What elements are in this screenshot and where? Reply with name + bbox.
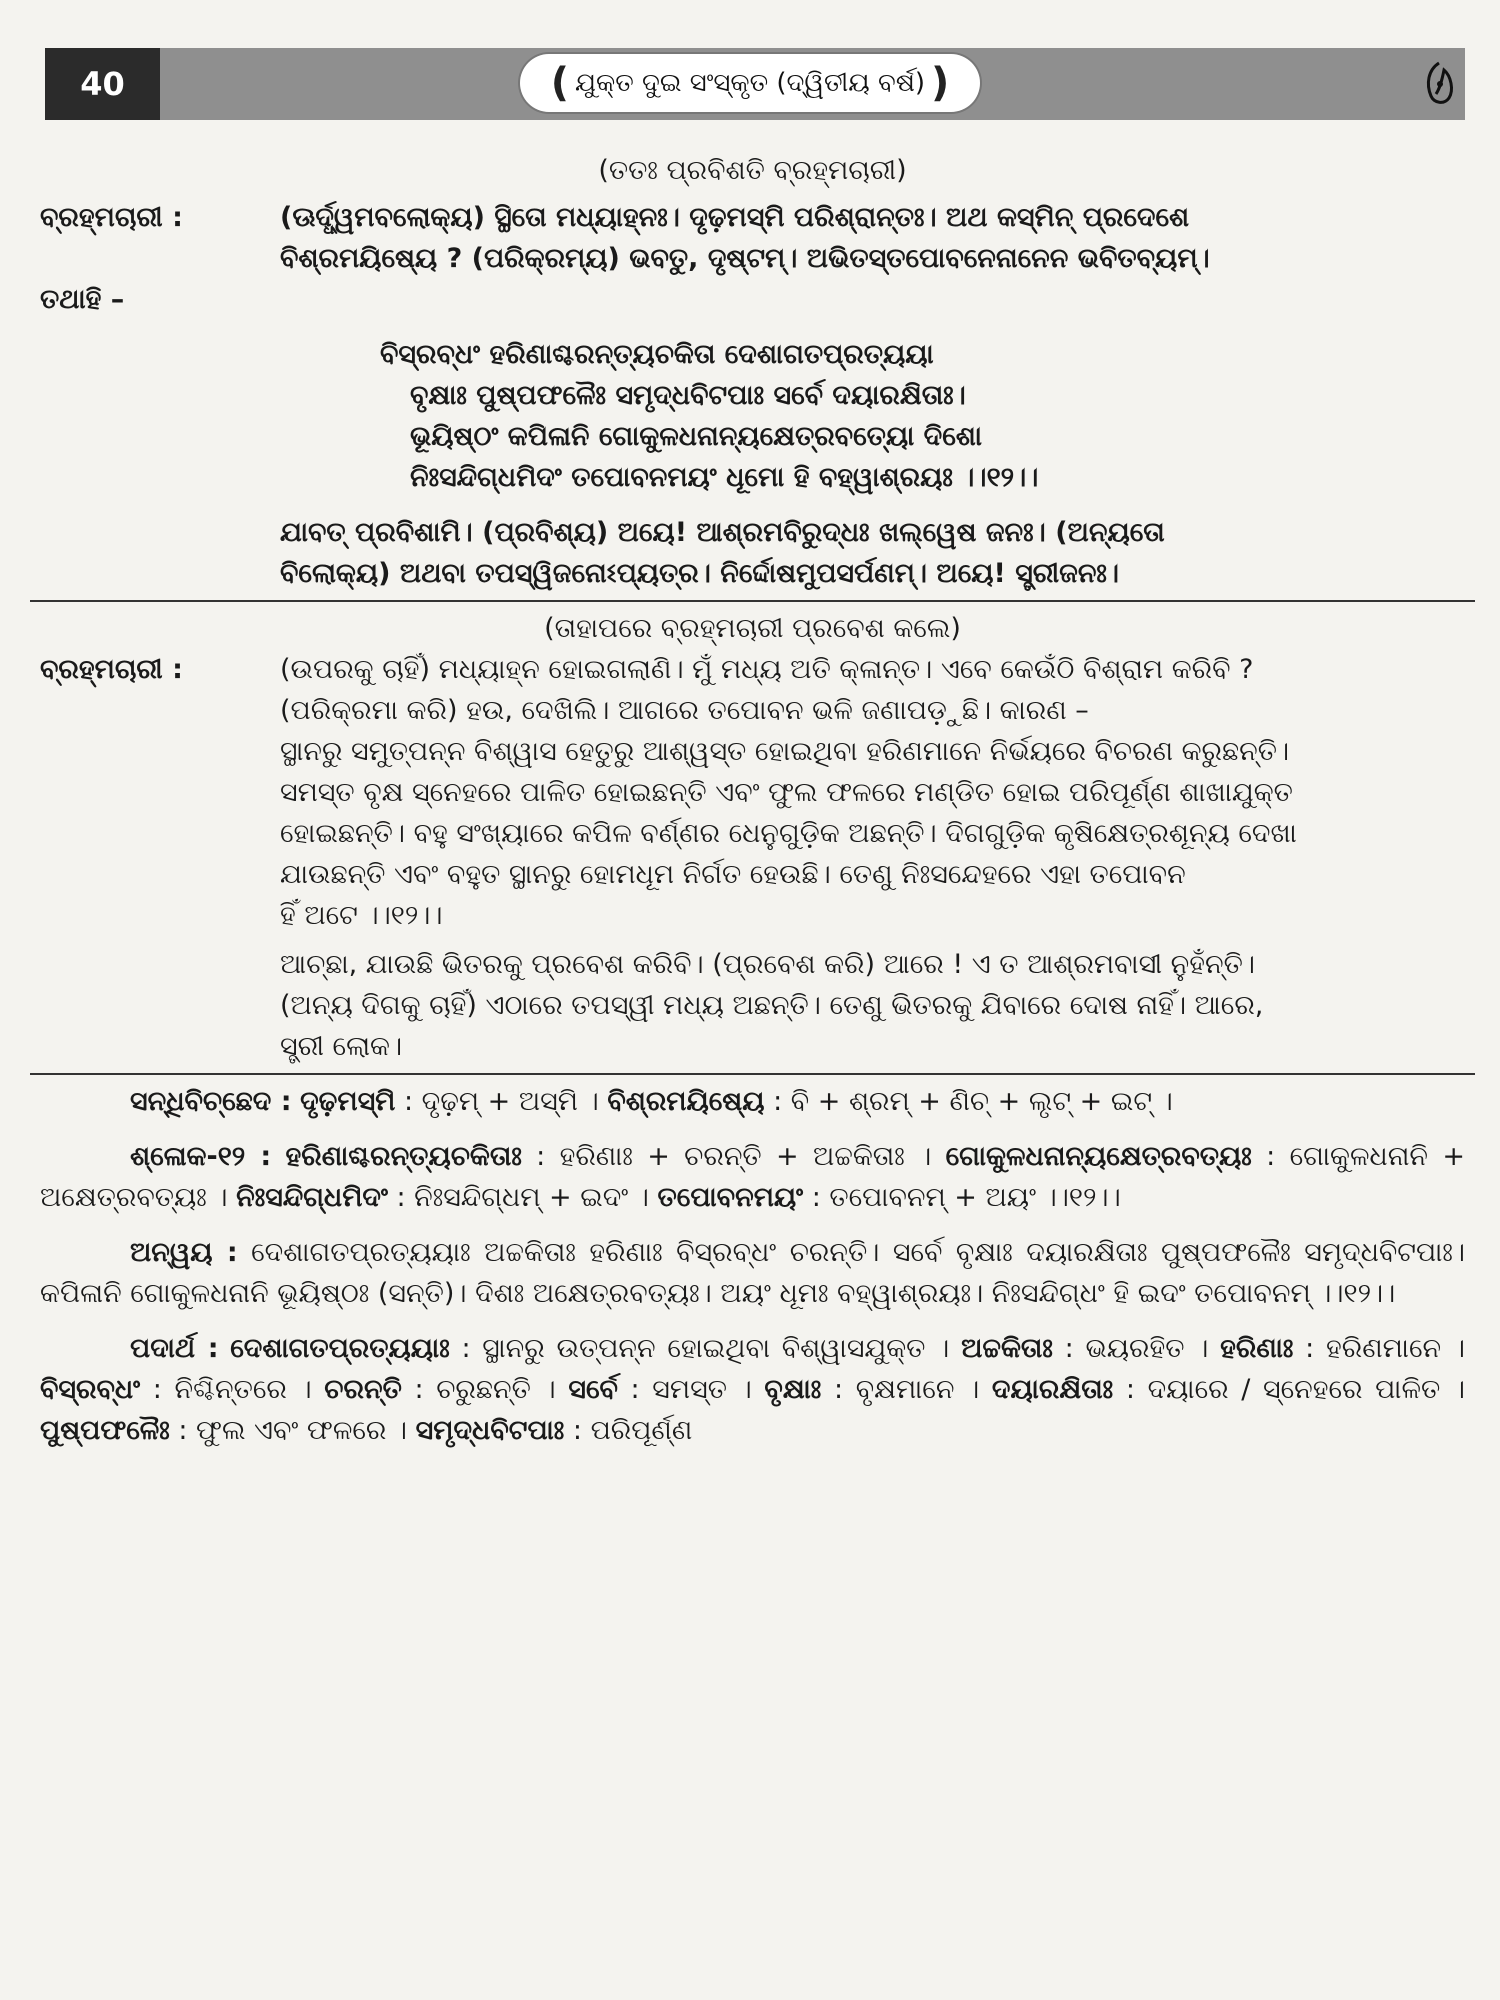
anvaya-text: ଦେଶାଗତପ୍ରତ୍ୟୟାଃ ଅଚ୍ଚକିତାଃ ହରିଣାଃ ବିସ୍ରବ୍ଧଂ ଚରନ୍ତି। ସର୍ବେ ବୃକ୍ଷାଃ ଦୟାରକ୍ଷିତାଃ ପୁଷ୍ପଫଳୈଃ ସମୃଦ୍ଧବିଟପାଃ। କପିଳାନି ଗୋକୁଳଧନାନି ଭୂୟିଷ୍ଠଃ (ସନ୍ତି)। ଦିଶଃ ଅକ୍ଷେତ୍ରବତ୍ୟଃ। ଅୟଂ ଧୂମଃ ବହ୍ୱାଶ୍ରୟଃ। ନିଃସନ୍ଦିଗ୍ଧଂ ହି ଇଦଂ ତପୋବନମ୍ ।।୧୨।। (40, 1237, 1466, 1309)
sanskrit-line: (ଊର୍ଦ୍ଧ୍ୱମବଲୋକ୍ୟ) ସ୍ଥିତୋ ମଧ୍ୟାହ୍ନଃ। ଦୃଢ଼ମସ୍ମି ପରିଶ୍ରାନ୍ତଃ। ଅଥ କସ୍ମିନ୍ ପ୍ରଦେଶେ (280, 202, 1190, 233)
odia-line: ଆଚ୍ଛା, ଯାଉଛି ଭିତରକୁ ପ୍ରବେଶ କରିବି। (ପ୍ରବେଶ କରି) ଆରେ ! ଏ ତ ଆଶ୍ରମବାସୀ ନୁହଁନ୍ତି। (280, 949, 1256, 980)
sanskrit-verse (380, 334, 1465, 498)
padartha-word: ସମୃଦ୍ଧବିଟପାଃ (415, 1415, 565, 1446)
note-text: : ଗୋକୁଳଧନାନି + ଅକ୍ଷେତ୍ରବତ୍ୟଃ । (40, 1141, 1465, 1213)
sandhi-note (40, 1081, 1465, 1122)
note-term: ଦୃଢ଼ମସ୍ମି (300, 1086, 396, 1117)
page-number: 40 (45, 48, 160, 120)
padartha-word: ବୃକ୍ଷାଃ (764, 1374, 822, 1405)
note-term: ତପୋବନମୟଂ (657, 1182, 804, 1213)
sanskrit-line: ବିଶ୍ରମୟିଷ୍ୟେ ? (ପରିକ୍ରମ୍ୟ) ଭବତୁ, ଦୃଷ୍ଟମ୍। ଅଭିତସ୍ତପୋବନେନାନେନ ଭବିତବ୍ୟମ୍। (280, 243, 1210, 274)
padartha-meaning: : ନିଶ୍ଚିନ୍ତରେ । (140, 1374, 325, 1405)
book-title (520, 54, 980, 112)
verse-line: ବିସ୍ରବ୍ଧଂ ହରିଣାଶ୍ଚରନ୍ତ୍ୟଚକିତା ଦେଶାଗତପ୍ରତ୍ୟୟା (380, 339, 934, 370)
odia-line: ସ୍ତ୍ରୀ ଲୋକ। (280, 1031, 403, 1062)
padartha-note (40, 1328, 1465, 1451)
anvaya-note (40, 1232, 1465, 1314)
padartha-word: ଦୟାରକ୍ଷିତାଃ (991, 1374, 1114, 1405)
odia-speech (280, 649, 1465, 731)
note-term: ଗୋକୁଳଧନାନ୍ୟକ୍ଷେତ୍ରବତ୍ୟଃ (945, 1141, 1252, 1172)
odia-line: ହୋଇଛନ୍ତି। ବହୁ ସଂଖ୍ୟାରେ କପିଳ ବର୍ଣ୍ଣର ଧେନୁଗୁଡ଼ିକ ଅଛନ୍ତି। ଦିଗଗୁଡ଼ିକ କୃଷିକ୍ଷେତ୍ରଶୂନ୍ୟ ଦେଖା (280, 818, 1297, 849)
sandhi-label: ସନ୍ଧିବିଚ୍ଛେଦ : (130, 1086, 292, 1117)
odia-line: (ପରିକ୍ରମା କରି) ହଉ, ଦେଖିଲି। ଆଗରେ ତପୋବନ ଭଳି ଜଣାପଡ଼ୁଛି। କାରଣ – (280, 695, 1089, 726)
title-bracket-left: ( (550, 60, 569, 106)
sanskrit-line: ଯାବତ୍ ପ୍ରବିଶାମି। (ପ୍ରବିଶ୍ୟ) ଅୟେ! ଆଶ୍ରମବିରୁଦ୍ଧଃ ଖଲ୍ୱେଷ ଜନଃ। (ଅନ୍ୟତୋ (280, 517, 1165, 548)
padartha-word: ସର୍ବେ (568, 1374, 618, 1405)
verse-line: ନିଃସନ୍ଦିଗ୍ଧମିଦଂ ତପୋବନମୟଂ ଧୂମୋ ହି ବହ୍ୱାଶ୍ରୟଃ ।।୧୨।। (410, 462, 1039, 493)
note-text: : ଦୃଢ଼ମ୍ + ଅସ୍ମି । (395, 1086, 608, 1117)
note-term: ନିଃସନ୍ଦିଗ୍ଧମିଦଂ (236, 1182, 388, 1213)
padartha-meaning: : ବୃକ୍ଷମାନେ । (821, 1374, 992, 1405)
sanskrit-speaker: ବ୍ରହ୍ମଚାରୀ : (40, 202, 183, 233)
odia-verse-meaning (280, 731, 1465, 936)
sanskrit-line: ତଥାହି – (40, 284, 125, 315)
book-title-text: ଯୁକ୍ତ ଦୁଇ ସଂସ୍କୃତ (ଦ୍ୱିତୀୟ ବର୍ଷ) (574, 67, 926, 98)
note-text: : ହରିଣାଃ + ଚରନ୍ତି + ଅଚ୍ଚକିତାଃ । (521, 1141, 946, 1172)
verse-line: ବୃକ୍ଷାଃ ପୁଷ୍ପଫଳୈଃ ସମୃଦ୍ଧବିଟପାଃ ସର୍ବେ ଦୟାରକ୍ଷିତାଃ। (410, 380, 966, 411)
publisher-logo-icon (1420, 58, 1458, 110)
anvaya-label: ଅନ୍ୱୟ : (130, 1237, 238, 1268)
page-content (40, 150, 1465, 1451)
padartha-meaning: : ପରିପୂର୍ଣ୍ଣ (564, 1415, 693, 1446)
verse-line: ଭୂୟିଷ୍ଠଂ କପିଳାନି ଗୋକୁଳଧନାନ୍ୟକ୍ଷେତ୍ରବତ୍ୟୋ ଦିଶୋ (410, 421, 983, 452)
padartha-meaning: : ହରିଣମାନେ । (1293, 1333, 1465, 1364)
title-bracket-right: ) (931, 60, 950, 106)
padartha-label: ପଦାର୍ଥ : (130, 1333, 219, 1364)
padartha-word: ବିସ୍ରବ୍ଧଂ (40, 1374, 141, 1405)
padartha-meaning: : ଫୁଲ ଏବଂ ଫଳରେ । (169, 1415, 416, 1446)
padartha-word: ଦେଶାଗତପ୍ରତ୍ୟୟାଃ (230, 1333, 450, 1364)
note-term: ହରିଣାଶ୍ଚରନ୍ତ୍ୟଚକିତାଃ (285, 1141, 522, 1172)
padartha-meaning: : ଚରୁଛନ୍ତି । (401, 1374, 569, 1405)
padartha-word: ଚରନ୍ତି (324, 1374, 402, 1405)
note-text: : ନିଃସନ୍ଦିଗ୍ଧମ୍ + ଇଦଂ । (387, 1182, 658, 1213)
odia-speaker: ବ୍ରହ୍ମଚାରୀ : (40, 654, 183, 685)
note-text: : ବି + ଶ୍ରମ୍ + ଣିଚ୍ + ଲୃଟ୍ + ଇଟ୍ । (764, 1086, 1173, 1117)
divider (30, 600, 1475, 602)
shloka-note (40, 1136, 1465, 1218)
padartha-meaning: : ଭୟରହିତ । (1052, 1333, 1221, 1364)
odia-line: ସମସ୍ତ ବୃକ୍ଷ ସ୍ନେହରେ ପାଳିତ ହୋଇଛନ୍ତି ଏବଂ ଫୁଲ ଫଳରେ ମଣ୍ଡିତ ହୋଇ ପରିପୂର୍ଣ୍ଣ ଶାଖାଯୁକ୍ତ (280, 777, 1293, 808)
shloka-label: ଶ୍ଳୋକ-୧୨ : (130, 1141, 272, 1172)
odia-stage-direction: (ତାହାପରେ ବ୍ରହ୍ମଚାରୀ ପ୍ରବେଶ କଲେ) (544, 613, 961, 644)
padartha-word: ହରିଣାଃ (1220, 1333, 1294, 1364)
odia-after-verse (280, 944, 1465, 1067)
odia-line: ଯାଉଛନ୍ତି ଏବଂ ବହୁତ ସ୍ଥାନରୁ ହୋମଧୂମ ନିର୍ଗତ ହେଉଛି। ତେଣୁ ନିଃସନ୍ଦେହରେ ଏହା ତପୋବନ (280, 859, 1186, 890)
odia-line: (ଉପରକୁ ଚାହିଁ) ମଧ୍ୟାହ୍ନ ହୋଇଗଲାଣି। ମୁଁ ମଧ୍ୟ ଅତି କ୍ଳାନ୍ତ। ଏବେ କେଉଁଠି ବିଶ୍ରାମ କରିବି ? (280, 654, 1254, 685)
note-term: ବିଶ୍ରମୟିଷ୍ୟେ (607, 1086, 765, 1117)
divider (30, 1073, 1475, 1075)
odia-speech-row (40, 649, 1465, 731)
sanskrit-line: ବିଲୋକ୍ୟ) ଅଥବା ତପସ୍ୱିଜନୋଽପ୍ୟତ୍ର। ନିର୍ଦ୍ଦୋଷମୁପସର୍ପଣମ୍। ଅୟେ! ସ୍ତ୍ରୀଜନଃ। (280, 558, 1120, 589)
odia-line: (ଅନ୍ୟ ଦିଗକୁ ଚାହିଁ) ଏଠାରେ ତପସ୍ୱୀ ମଧ୍ୟ ଅଛନ୍ତି। ତେଣୁ ଭିତରକୁ ଯିବାରେ ଦୋଷ ନାହିଁ। ଆରେ, (280, 990, 1264, 1021)
padartha-word: ପୁଷ୍ପଫଳୈଃ (40, 1415, 170, 1446)
odia-line: ହିଁ ଅଟେ ।।୧୨।। (280, 900, 443, 931)
padartha-meaning: : ସ୍ଥାନରୁ ଉତ୍ପନ୍ନ ହୋଇଥିବା ବିଶ୍ୱାସଯୁକ୍ତ । (449, 1333, 962, 1364)
padartha-meaning: : ଦୟାରେ / ସ୍ନେହରେ ପାଳିତ । (1113, 1374, 1466, 1405)
note-text: : ତପୋବନମ୍ + ଅୟଂ ।।୧୨।। (803, 1182, 1121, 1213)
sanskrit-stage-direction: (ତତଃ ପ୍ରବିଶତି ବ୍ରହ୍ମଚାରୀ) (598, 155, 907, 186)
odia-line: ସ୍ଥାନରୁ ସମୁତ୍ପନ୍ନ ବିଶ୍ୱାସ ହେତୁରୁ ଆଶ୍ୱସ୍ତ ହୋଇଥିବା ହରିଣମାନେ ନିର୍ଭୟରେ ବିଚରଣ କରୁଛନ୍ତି। (280, 736, 1290, 767)
sanskrit-after-verse (280, 512, 1465, 594)
padartha-meaning: : ସମସ୍ତ । (617, 1374, 765, 1405)
sanskrit-speech-row (40, 197, 1465, 320)
padartha-word: ଅଚ୍ଚକିତାଃ (961, 1333, 1053, 1364)
